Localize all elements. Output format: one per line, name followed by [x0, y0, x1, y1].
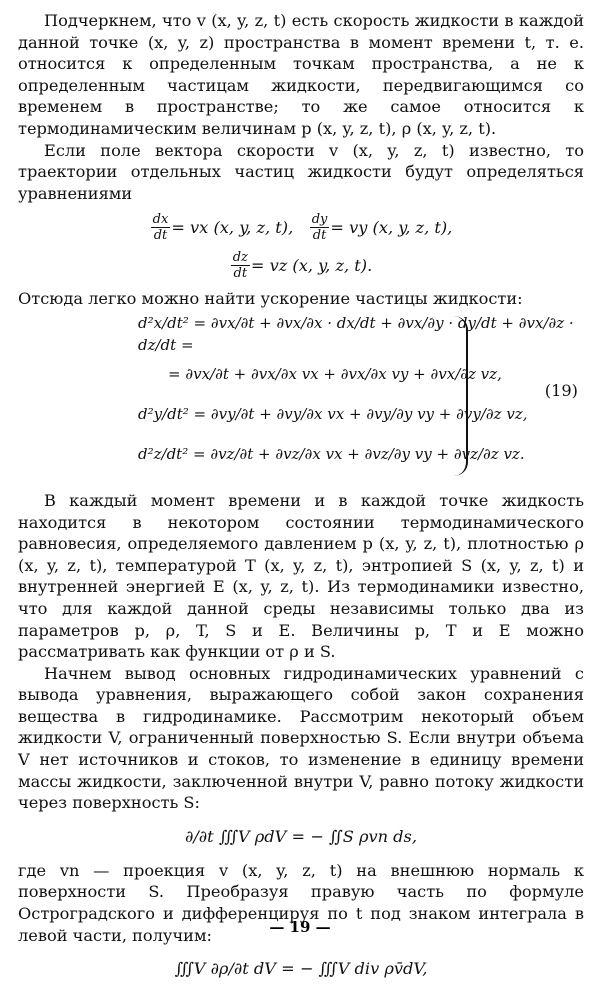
trajectory-eq-3: = vz (x, y, z, t).	[250, 255, 373, 275]
paragraph-4: В каждый момент времени и в каждой точке жидкость находится в некотором состоянии термодинамического равновесия, определяемого давлением p (x, y, z, t), плотностью ρ (x, y, z, t), температурой T (x, y, z, t), энтропией S (x, y, z, t) и внутренней энергией E (x, y, z, t). Из термодинамики известно, что для каждой данной среды независимы только два из параметров p, ρ, T, S и E. Величины p, T и E можно рассматривать как функции от ρ и S.	[18, 490, 584, 662]
paragraph-6: где vn — проекция v (x, y, z, t) на внешнюю нормаль к поверхности S. Преобразуя правую часть по формуле Остроградского и дифференцируя по t под знаком интеграла в левой части, получим:	[18, 860, 584, 945]
divergence-equation	[18, 950, 584, 988]
paragraph-2: Если поле вектора скорости v (x, y, z, t) известно, то траектории отдельных частиц жидкости будут определяться уравнениями	[18, 140, 584, 203]
equation-number: (19)	[544, 380, 578, 400]
divergence-equation-rhs: = − ∭V div ρv̄dV,	[281, 959, 428, 979]
paragraph-3: Отсюда легко можно найти ускорение частицы жидкости:	[18, 289, 523, 309]
mass-equation-rhs: = − ∬S ρvn ds,	[291, 827, 418, 847]
acceleration-eq-3: d²y/dt² = ∂vy/∂t + ∂vy/∂x vx + ∂vy/∂y vy + ∂vy/∂z vz,	[138, 405, 528, 424]
document-page	[18, 10, 584, 992]
page-number: — 19 —	[269, 918, 331, 936]
right-brace	[454, 316, 468, 476]
trajectory-equations: $\frac{dx}{dt}$ = vx (x, y, z, t), $\frac{dy}{dt}$ = vy (x, y, z, t), $\frac{dz}{dt}$ = vz (x, y, z, t).	[152, 211, 453, 281]
mass-equation-lhs: ∂/∂t ∭V ρdV	[184, 827, 287, 847]
divergence-equation-lhs: ∭V ∂ρ/∂t dV	[174, 959, 276, 979]
paragraph-5: Начнем вывод основных гидродинамических уравнений с вывода уравнения, выражающего собой закон сохранения вещества в гидродинамике. Рассмотрим некоторый объем жидкости V, ограниченный поверхностью S. Если внутри объема V нет источников и стоков, то изменение в единицу времени массы жидкости, заключенной внутри V, равно потоку жидкости через поверхность S:	[18, 663, 584, 813]
trajectory-eq-2: = vy (x, y, z, t),	[330, 217, 453, 237]
paragraph-1: Подчеркнем, что v (x, y, z, t) есть скорость жидкости в каждой данной точке (x, y, z) пространства в момент времени t, т. е. относится к определенным точкам пространства, а не к определенным частицам жидкости, передвигающимся со временем в пространстве; то же самое относится к термодинамическим величинам p (x, y, z, t), ρ (x, y, z, t).	[18, 11, 584, 138]
acceleration-eq-1: d²x/dt² = ∂vx/∂t + ∂vx/∂x · dx/dt + ∂vx/∂y · dy/dt + ∂vx/∂z · dz/dt =	[138, 314, 574, 354]
acceleration-eq-2: = ∂vx/∂t + ∂vx/∂x vx + ∂vx/∂x vy + ∂vx/∂z vz,	[168, 365, 502, 384]
acceleration-eq-4: d²z/dt² = ∂vz/∂t + ∂vz/∂x vx + ∂vz/∂y vy + ∂vz/∂z vz.	[138, 445, 525, 464]
acceleration-system	[18, 312, 584, 482]
trajectory-eq-1: = vx (x, y, z, t),	[171, 217, 294, 237]
mass-conservation-equation	[18, 818, 584, 856]
